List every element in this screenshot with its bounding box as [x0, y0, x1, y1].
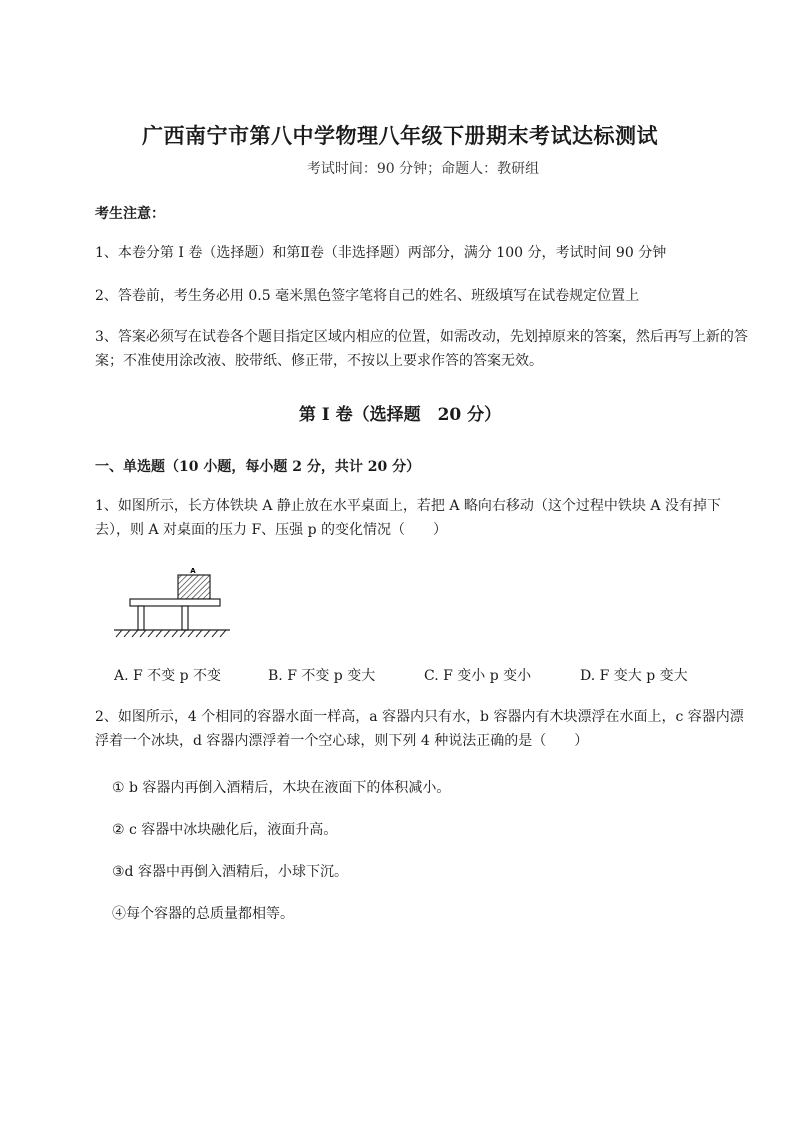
statement-1: ① b 容器内再倒入酒精后，木块在液面下的体积减小。 [112, 780, 451, 796]
page-title: 广西南宁市第八中学物理八年级下册期末考试达标测试 [142, 123, 658, 148]
table-top [130, 599, 220, 606]
statement-2: ② c 容器中冰块融化后，液面升高。 [112, 822, 338, 838]
table-block-diagram [112, 565, 232, 640]
exam-info: 考试时间：90 分钟；命题人：教研组 [306, 161, 540, 177]
ground-hatching [116, 630, 226, 637]
statement-3: ③d 容器中再倒入酒精后，小球下沉。 [112, 864, 348, 880]
question-2-text: 2、如图所示，4 个相同的容器水面一样高，a 容器内只有水，b 容器内有木块漂浮在水面上，c 容器内漂浮着一个冰块，d 容器内漂浮着一个空心球，则下列 4 种说法正确的是（ ） [95, 709, 744, 749]
option-b[interactable]: B. F 不变 p 变大 [268, 668, 376, 684]
block-a-label: A [190, 567, 196, 575]
option-a[interactable]: A. F 不变 p 不变 [114, 668, 222, 684]
option-c[interactable]: C. F 变小 p 变小 [424, 668, 532, 684]
option-d[interactable]: D. F 变大 p 变大 [580, 668, 688, 684]
notice-item: 1、本卷分第 I 卷（选择题）和第Ⅱ卷（非选择题）两部分，满分 100 分，考试时间 90 分钟 [95, 245, 667, 261]
part-heading: 一、单选题（10 小题，每小题 2 分，共计 20 分） [95, 459, 421, 475]
table-leg [182, 606, 188, 630]
notice-item: 3、答案必须写在试卷各个题目指定区域内相应的位置，如需改动，先划掉原来的答案，然后再写上新的答案；不准使用涂改液、胶带纸、修正带，不按以上要求作答的答案无效。 [95, 329, 748, 369]
notice-item: 2、答卷前，考生务必用 0.5 毫米黑色签字笔将自己的姓名、班级填写在试卷规定位置上 [95, 288, 640, 304]
block-a [178, 575, 210, 599]
question-1-text: 1、如图所示，长方体铁块 A 静止放在水平桌面上，若把 A 略向右移动（这个过程中铁块 A 没有掉下去），则 A 对桌面的压力 F、压强 p 的变化情况（ ） [95, 498, 721, 538]
section-title: 第 I 卷（选择题 20 分） [298, 405, 502, 425]
notice-heading: 考生注意： [95, 206, 165, 222]
statement-4: ④每个容器的总质量都相等。 [112, 906, 294, 922]
table-leg [138, 606, 144, 630]
